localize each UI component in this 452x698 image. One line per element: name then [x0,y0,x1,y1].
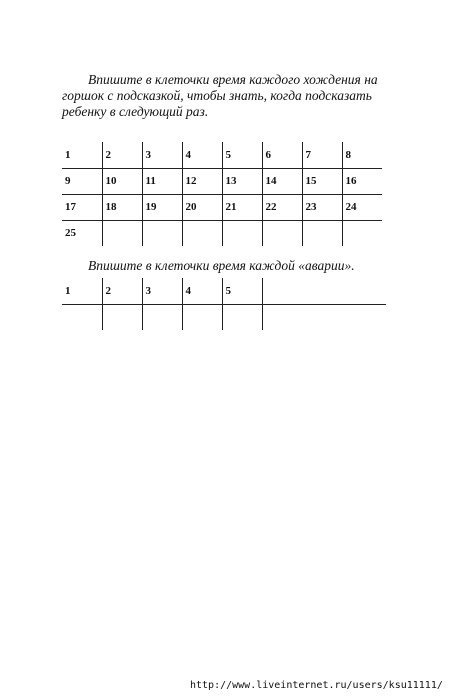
grid-cell[interactable]: 23 [302,194,342,220]
grid-cell[interactable] [262,220,302,246]
table-row [62,304,386,330]
grid-cell[interactable] [62,304,102,330]
table-row [62,194,382,220]
grid-cell[interactable]: 2 [102,142,142,168]
instruction-accident-times: Впишите в клеточки время каждой «аварии». [88,258,355,273]
grid-cell[interactable] [142,220,182,246]
grid-cell[interactable] [342,220,382,246]
grid-cell[interactable]: 22 [262,194,302,220]
table-row [62,278,386,304]
grid-cell[interactable] [182,304,222,330]
grid-cell[interactable] [262,304,386,330]
instruction-potty-times: Впишите в клеточки время каждого хождения на горшок с подсказкой, чтобы знать, когда подсказать ребенку в следующий раз. [62,72,378,119]
source-url[interactable]: http://www.liveinternet.ru/users/ksu11111/ [190,680,443,691]
grid-cell[interactable]: 3 [142,278,182,304]
grid-cell[interactable]: 6 [262,142,302,168]
grid-cell[interactable]: 11 [142,168,182,194]
grid-cell[interactable] [102,220,142,246]
table-row [62,220,382,246]
grid-cell[interactable]: 1 [62,142,102,168]
grid-cell[interactable] [262,278,386,304]
grid-cell[interactable]: 19 [142,194,182,220]
grid-cell[interactable]: 9 [62,168,102,194]
grid-cell[interactable]: 16 [342,168,382,194]
grid-cell[interactable]: 20 [182,194,222,220]
grid-cell[interactable]: 8 [342,142,382,168]
accident-times-grid [62,278,386,330]
grid-cell[interactable]: 10 [102,168,142,194]
grid-cell[interactable]: 14 [262,168,302,194]
grid-cell[interactable]: 24 [342,194,382,220]
grid-cell[interactable]: 3 [142,142,182,168]
grid-cell[interactable]: 7 [302,142,342,168]
grid-cell[interactable]: 18 [102,194,142,220]
grid-cell[interactable]: 13 [222,168,262,194]
grid-cell[interactable]: 4 [182,142,222,168]
grid-cell[interactable] [222,220,262,246]
grid-cell[interactable] [102,304,142,330]
potty-times-grid [62,142,382,246]
grid-cell[interactable]: 15 [302,168,342,194]
grid-cell[interactable]: 1 [62,278,102,304]
grid-cell[interactable]: 17 [62,194,102,220]
grid-cell[interactable]: 5 [222,278,262,304]
grid-cell[interactable]: 5 [222,142,262,168]
grid-cell[interactable]: 2 [102,278,142,304]
grid-cell[interactable] [182,220,222,246]
grid-cell[interactable] [302,220,342,246]
grid-cell[interactable] [222,304,262,330]
grid-cell[interactable]: 21 [222,194,262,220]
grid-cell[interactable]: 12 [182,168,222,194]
table-row [62,168,382,194]
grid-cell[interactable]: 25 [65,227,76,240]
grid-cell[interactable] [142,304,182,330]
grid-cell[interactable]: 4 [182,278,222,304]
table-row [62,142,382,168]
